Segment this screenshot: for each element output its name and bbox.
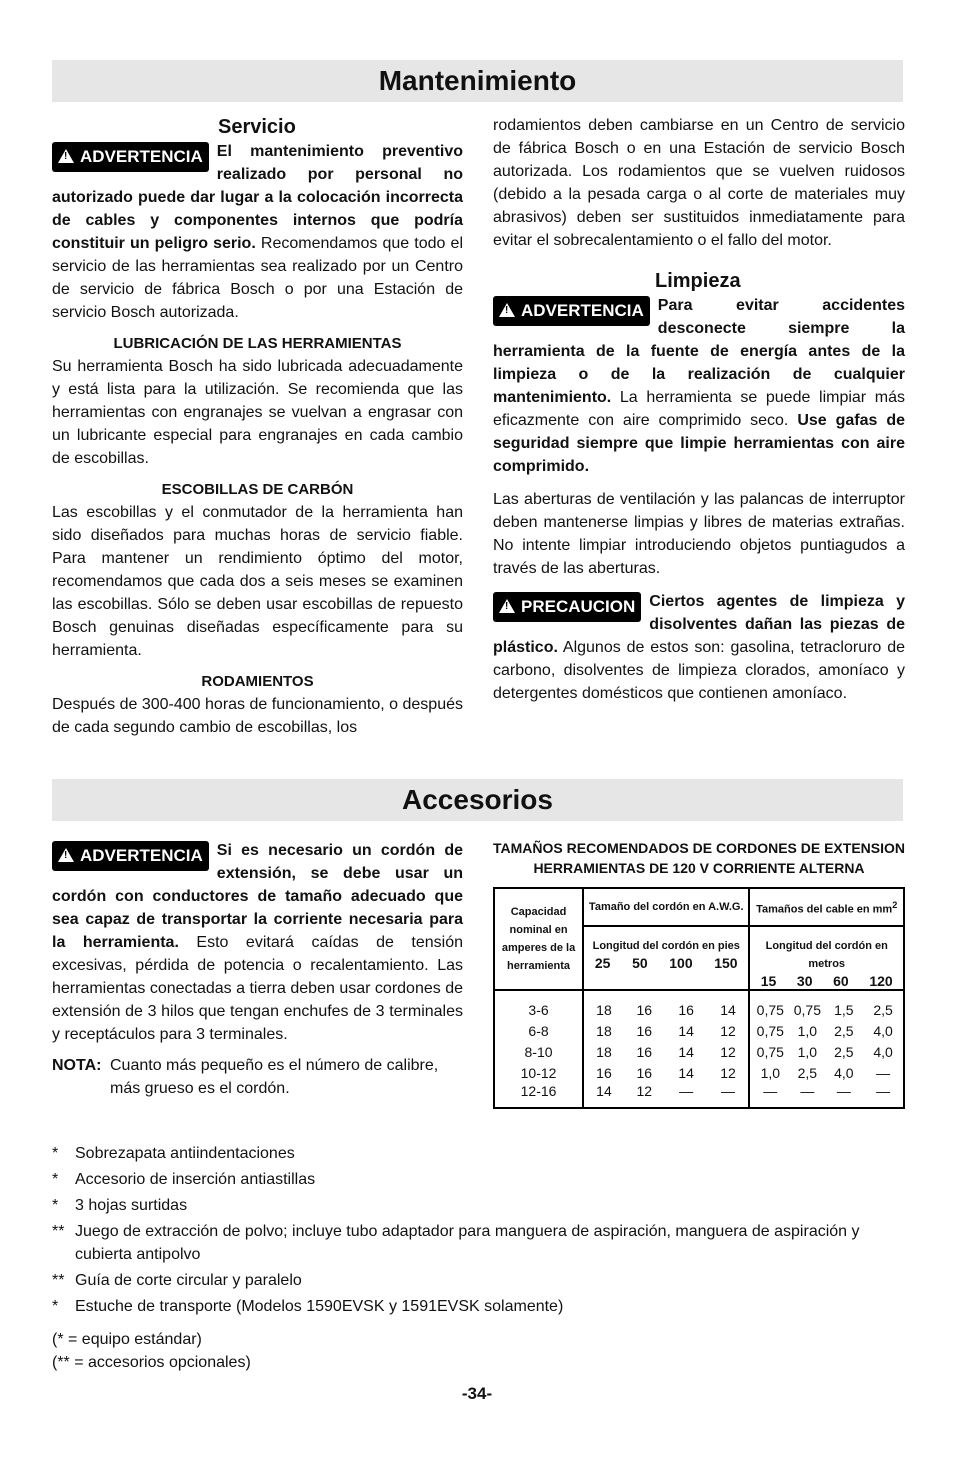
list-item [52, 1142, 912, 1165]
meter-head: 60 [833, 973, 849, 989]
cell-capacity: 6-8 [494, 1020, 583, 1041]
table-row [494, 1020, 904, 1041]
cell-awg: 14 [678, 1064, 694, 1081]
section-title-accesorios: Accesorios [52, 779, 903, 821]
meter-head: 120 [869, 973, 893, 989]
cell-awg: 12 [708, 1020, 750, 1041]
cell-mm: 1,0 [760, 1064, 781, 1081]
list-item [52, 1269, 912, 1292]
cell-awg: — [708, 1083, 750, 1108]
cell-awg: 16 [636, 1002, 653, 1018]
warning-triangle-icon [58, 848, 74, 862]
cell-awg: 16 [678, 1002, 694, 1018]
cell-awg: 16 [636, 1064, 653, 1081]
cell-capacity: 8-10 [494, 1041, 583, 1062]
list-item-mark: * [52, 1298, 59, 1315]
header-capacity: Capacidad nominal en amperes de la herramienta [494, 888, 583, 990]
meter-heads [750, 973, 903, 989]
subheader-feet: Longitud del cordón en pies [592, 940, 740, 952]
limpieza-paragraph-1 [493, 294, 905, 478]
limpieza-bold-3: Ciertos agentes de limpieza y disolventes dañan las piezas de plástico. [493, 593, 905, 656]
heading-limpieza: Limpieza [655, 270, 741, 292]
list-item-text: Accesorio de inserción antiastillas [75, 1171, 316, 1188]
cell-capacity: 3-6 [494, 990, 583, 1020]
limpieza-text-3: Algunos de estos son: gasolina, tetracloruro de carbono, disolventes de limpieza clorados, amoníaco y detergentes domésticos que contienen amoníaco. [493, 639, 905, 702]
table-title-line-1: TAMAÑOS RECOMENDADOS DE CORDONES DE EXTENSION [493, 840, 905, 856]
list-item-text: Estuche de transporte (Modelos 1590EVSK y 1591EVSK solamente) [75, 1298, 564, 1315]
rodamientos-paragraph-2: rodamientos deben cambiarse en un Centro de servicio de fábrica Bosch o en una Estación de servicio Bosch autorizada. Los rodamientos que se vuelven ruidosos (debido a la pesada carga o al corte de materiales muy abrasivos) deben ser sustituidos inmediatamente para evitar el sobrecalentamiento o el fallo del motor. [493, 117, 905, 249]
cell-mm: 4,0 [834, 1064, 854, 1081]
table-row [494, 1083, 904, 1108]
list-item [52, 1295, 912, 1318]
feet-head: 50 [632, 955, 648, 971]
extension-cord-table [493, 887, 905, 1109]
table-row [494, 1062, 904, 1083]
cell-awg: 18 [596, 1002, 612, 1018]
feet-head: 150 [714, 955, 738, 971]
feet-head: 25 [594, 955, 611, 971]
cell-awg: 12 [708, 1041, 750, 1062]
cell-mm: 2,5 [797, 1064, 818, 1081]
table-title [493, 838, 905, 878]
feet-head: 100 [669, 955, 693, 971]
table-row [494, 990, 904, 1020]
cell-mm: 1,5 [834, 1002, 854, 1018]
servicio-text: Recomendamos que todo el servicio de las herramientas sea realizado por un Centro de servicio de fábrica Bosch o por una Estación de servicio Bosch autorizada. [52, 235, 463, 321]
table-title-line-2: HERRAMIENTAS DE 120 V CORRIENTE ALTERNA [533, 860, 865, 876]
accessory-list [52, 1142, 912, 1321]
cell-awg: 14 [678, 1043, 694, 1060]
nota-text: Cuanto más pequeño es el número de calibre, más grueso es el cordón. [110, 1057, 439, 1097]
cell-mm: 2,5 [834, 1022, 854, 1039]
warning-badge-accesorios: !ADVERTENCIA [52, 841, 209, 871]
meter-head: 15 [760, 973, 777, 989]
cell-mm: 1,0 [797, 1022, 818, 1039]
cell-awg: 14 [708, 990, 750, 1020]
cell-mm: 0,75 [793, 1002, 821, 1018]
subheader-feet-cell [583, 926, 749, 990]
servicio-bold: El mantenimiento preventivo realizado por personal no autorizado puede dar lugar a la colocación incorrecta de cables y componentes internos que podría constituir un peligro serio. [52, 143, 463, 252]
page-number: -34- [461, 1384, 493, 1403]
meter-head: 30 [796, 973, 813, 989]
escobillas-paragraph: Las escobillas y el conmutador de la herramienta han sido diseñados para muchas horas de servicio fiable. Para mantener un rendimiento óptimo del motor, recomendamos que cada dos a seis meses se examinen las escobillas. Sólo se deben usar escobillas de repuesto Bosch genuinas diseñadas específicamente para su herramienta. [52, 504, 463, 659]
heading-servicio: Servicio [218, 116, 296, 138]
lubricacion-paragraph: Su herramienta Bosch ha sido lubricada adecuadamente y está lista para la utilización. Se recomienda que las herramientas con engranajes se vuelvan a engrasar con un lubricante especial para engranajes en cada cambio de escobillas. [52, 358, 463, 467]
cell-mm: 0,75 [756, 1043, 784, 1060]
warning-badge-limpieza: !ADVERTENCIA [493, 296, 650, 326]
warning-badge-servicio: !ADVERTENCIA [52, 142, 209, 172]
cell-mm: 2,5 [834, 1043, 854, 1060]
table-row [494, 1041, 904, 1062]
header-awg: Tamaño del cordón en A.W.G. [583, 888, 749, 926]
limpieza-bold-2: Use gafas de seguridad siempre que limpie herramientas con aire comprimido. [493, 412, 905, 475]
accesorios-text: Esto evitará caídas de tensión excesivas, pérdida de potencia o recalentamiento. Las herramientas conectadas a tierra deben usar cordones de extensión de 3 hilos que tengan enchufes de 3 terminales y receptáculos para 3 terminales. [52, 934, 463, 1043]
servicio-paragraph [52, 140, 463, 324]
cell-mm: 4,0 [873, 1022, 893, 1039]
cell-awg: 16 [636, 1022, 653, 1039]
nota [52, 1054, 463, 1100]
cell-awg: 18 [596, 1043, 612, 1060]
legend [52, 1328, 251, 1374]
cell-awg: 18 [596, 1022, 612, 1039]
accesorios-paragraph [52, 839, 463, 1046]
cell-mm: 1,0 [797, 1043, 818, 1060]
warning-triangle-icon [499, 599, 515, 613]
list-item-mark: * [52, 1145, 59, 1162]
list-item-mark: * [52, 1171, 59, 1188]
cell-mm: 4,0 [873, 1043, 893, 1060]
warning-triangle-icon [58, 149, 74, 163]
accesorios-bold: Si es necesario un cordón de extensión, se debe usar un cordón con conductores de tamaño adecuado que sea capaz de transportar la corriente necesaria para la herramienta. [52, 842, 463, 951]
list-item-text: Guía de corte circular y paralelo [75, 1272, 302, 1289]
left-column-mantenimiento [52, 114, 463, 739]
header-mm-label: Tamaños del cable en mm [756, 903, 893, 916]
heading-rodamientos: RODAMIENTOS [201, 673, 314, 690]
cell-awg: 12 [708, 1062, 750, 1083]
limpieza-bold: Para evitar accidentes desconecte siempre la herramienta de la fuente de energía antes de la limpieza o de la realización de cualquier mantenimiento. [493, 297, 905, 406]
cell-capacity: 12-16 [494, 1083, 583, 1108]
cell-mm: — [876, 1083, 891, 1099]
subheader-meters-cell [749, 926, 904, 990]
cell-mm: 0,75 [756, 1002, 784, 1018]
section-title-mantenimiento: Mantenimiento [52, 60, 903, 102]
warning-triangle-icon [499, 303, 515, 317]
list-item-text: 3 hojas surtidas [75, 1197, 188, 1214]
list-item-text: Sobrezapata antiindentaciones [75, 1145, 295, 1162]
nota-label: NOTA: [52, 1057, 102, 1074]
rodamientos-paragraph-1: Después de 300-400 horas de funcionamiento, o después de cada segundo cambio de escobillas, los [52, 696, 463, 736]
right-column-mantenimiento [493, 114, 905, 705]
limpieza-text: La herramienta se puede limpiar más eficazmente con aire comprimido seco. [493, 389, 905, 429]
cell-mm: — [800, 1083, 815, 1099]
limpieza-paragraph-3 [493, 590, 905, 705]
legend-standard: (* = equipo estándar) [52, 1331, 202, 1348]
cell-awg: 16 [596, 1064, 612, 1081]
cell-mm: 2,5 [873, 1002, 893, 1018]
cell-awg: 14 [678, 1022, 694, 1039]
subheader-meters: Longitud del cordón en metros [765, 940, 888, 970]
list-item-mark: * [52, 1197, 59, 1214]
list-item-mark: ** [52, 1272, 65, 1289]
left-column-accesorios [52, 839, 463, 1100]
feet-heads [584, 955, 748, 971]
cell-awg: 14 [596, 1083, 612, 1099]
list-item-text: Juego de extracción de polvo; incluye tubo adaptador para manguera de aspiración, manguera de aspiración y cubierta antipolvo [75, 1223, 860, 1263]
caution-badge-limpieza: !PRECAUCION [493, 592, 641, 622]
table-body [494, 990, 904, 1108]
header-mm-sup: 2 [892, 899, 898, 910]
list-item-mark: ** [52, 1223, 65, 1240]
cell-mm: 0,75 [756, 1022, 784, 1039]
list-item [52, 1220, 912, 1266]
list-item [52, 1194, 912, 1217]
cell-mm: — [876, 1064, 891, 1081]
cell-capacity: 10-12 [494, 1062, 583, 1083]
cell-mm: — [763, 1083, 778, 1099]
cell-awg: 16 [636, 1043, 653, 1060]
cell-awg: — [679, 1083, 694, 1099]
limpieza-paragraph-2: Las aberturas de ventilación y las palancas de interruptor deben mantenerse limpias y libres de materias extrañas. No intente limpiar introduciendo objetos puntiagudos a través de las aberturas. [493, 491, 905, 577]
heading-lubricacion: LUBRICACIÓN DE LAS HERRAMIENTAS [113, 335, 402, 352]
legend-optional: (** = accesorios opcionales) [52, 1354, 251, 1371]
cell-awg: 12 [636, 1083, 653, 1099]
cell-mm: — [836, 1083, 851, 1099]
header-mm [749, 888, 904, 926]
list-item [52, 1168, 912, 1191]
heading-escobillas: ESCOBILLAS DE CARBÓN [161, 481, 354, 498]
